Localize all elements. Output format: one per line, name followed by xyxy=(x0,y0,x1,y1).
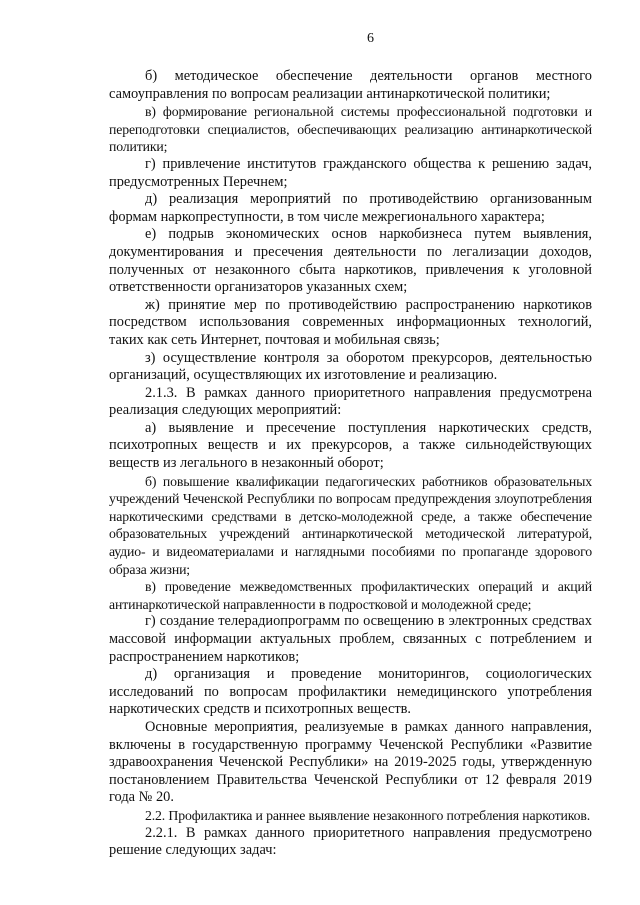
paragraph-item-b-methodical: б) методическое обеспечение деятельности органов местного самоуправления по вопросам реализации антинаркотической политики; xyxy=(109,68,592,102)
paragraph-section-2-1-3: 2.1.3. В рамках данного приоритетного направления предусмотрена реализация следующих мероприятий: xyxy=(109,384,592,419)
paragraph-item-zh-internet: ж) принятие мер по противодействию распространению наркотиков посредством использования современных информационных технологий, таких как сеть Интернет, почтовая и мобильная связь; xyxy=(109,296,592,348)
paragraph-item-z-precursors: з) осуществление контроля за оборотом прекурсоров, деятельностью организаций, осуществляющих их изготовление и реализацию. xyxy=(109,349,592,384)
paragraph-item-v-training: в) формирование региональной системы профессиональной подготовки и переподготовки специалистов, обеспечивающих реализацию антинаркотической политики; xyxy=(109,104,592,155)
paragraph-measure-a: а) выявление и пресечение поступления наркотических средств, психотропных веществ и их прекурсоров, а также сильнодействующих веществ из легального в незаконный оборот; xyxy=(109,419,592,472)
paragraph-item-d-organized-crime: д) реализация мероприятий по противодействию организованным формам наркопреступности, в том числе межрегионального характера; xyxy=(109,191,592,225)
paragraph-section-2-2: 2.2. Профилактика и раннее выявление незаконного потребления наркотиков. xyxy=(145,807,591,823)
paragraph-measure-g: г) создание телерадиопрограмм по освещению в электронных средствах массовой информации актуальных проблем, связанных с потреблением и распространением наркотиков; xyxy=(109,613,592,665)
paragraph-item-g-civil-society: г) привлечение институтов гражданского общества к решению задач, предусмотренных Перечнем; xyxy=(109,155,592,190)
page-number: 6 xyxy=(367,31,374,46)
paragraph-measure-v: в) проведение межведомственных профилактических операций и акций антинаркотической направленности в подростковой и молодежной среде; xyxy=(109,579,592,612)
paragraph-section-2-2-1: 2.2.1. В рамках данного приоритетного направления предусмотрено решение следующих задач: xyxy=(109,824,592,859)
paragraph-main-measures: Основные мероприятия, реализуемые в рамках данного направления, включены в государственную программу Чеченской Республики «Развитие здравоохранения Чеченской Республики» на 2019-2025 годы, утвержденную постановлением Правительства Чеченской Республики от 12 февраля 2019 года № 20. xyxy=(109,718,592,806)
paragraph-measure-b: б) повышение квалификации педагогических работников образовательных учреждений Чеченской Республики по вопросам предупреждения злоупотребления наркотическими средствами в детско-молодежной среде, а также обеспечение образовательных учреждений антинаркотической методической литературой, аудио- и видеоматериалами и наглядными пособиями по пропаганде здорового образа жизни; xyxy=(109,473,592,577)
paragraph-item-e-economic: е) подрыв экономических основ наркобизнеса путем выявления, документирования и пресечения деятельности по легализации доходов, полученных от незаконного сбыта наркотиков, привлечения к уголовной ответственности организаторов указанных схем; xyxy=(109,226,592,296)
paragraph-measure-d: д) организация и проведение мониторингов, социологических исследований по вопросам профилактики немедицинского употребления наркотических средств и психотропных веществ. xyxy=(109,666,592,718)
